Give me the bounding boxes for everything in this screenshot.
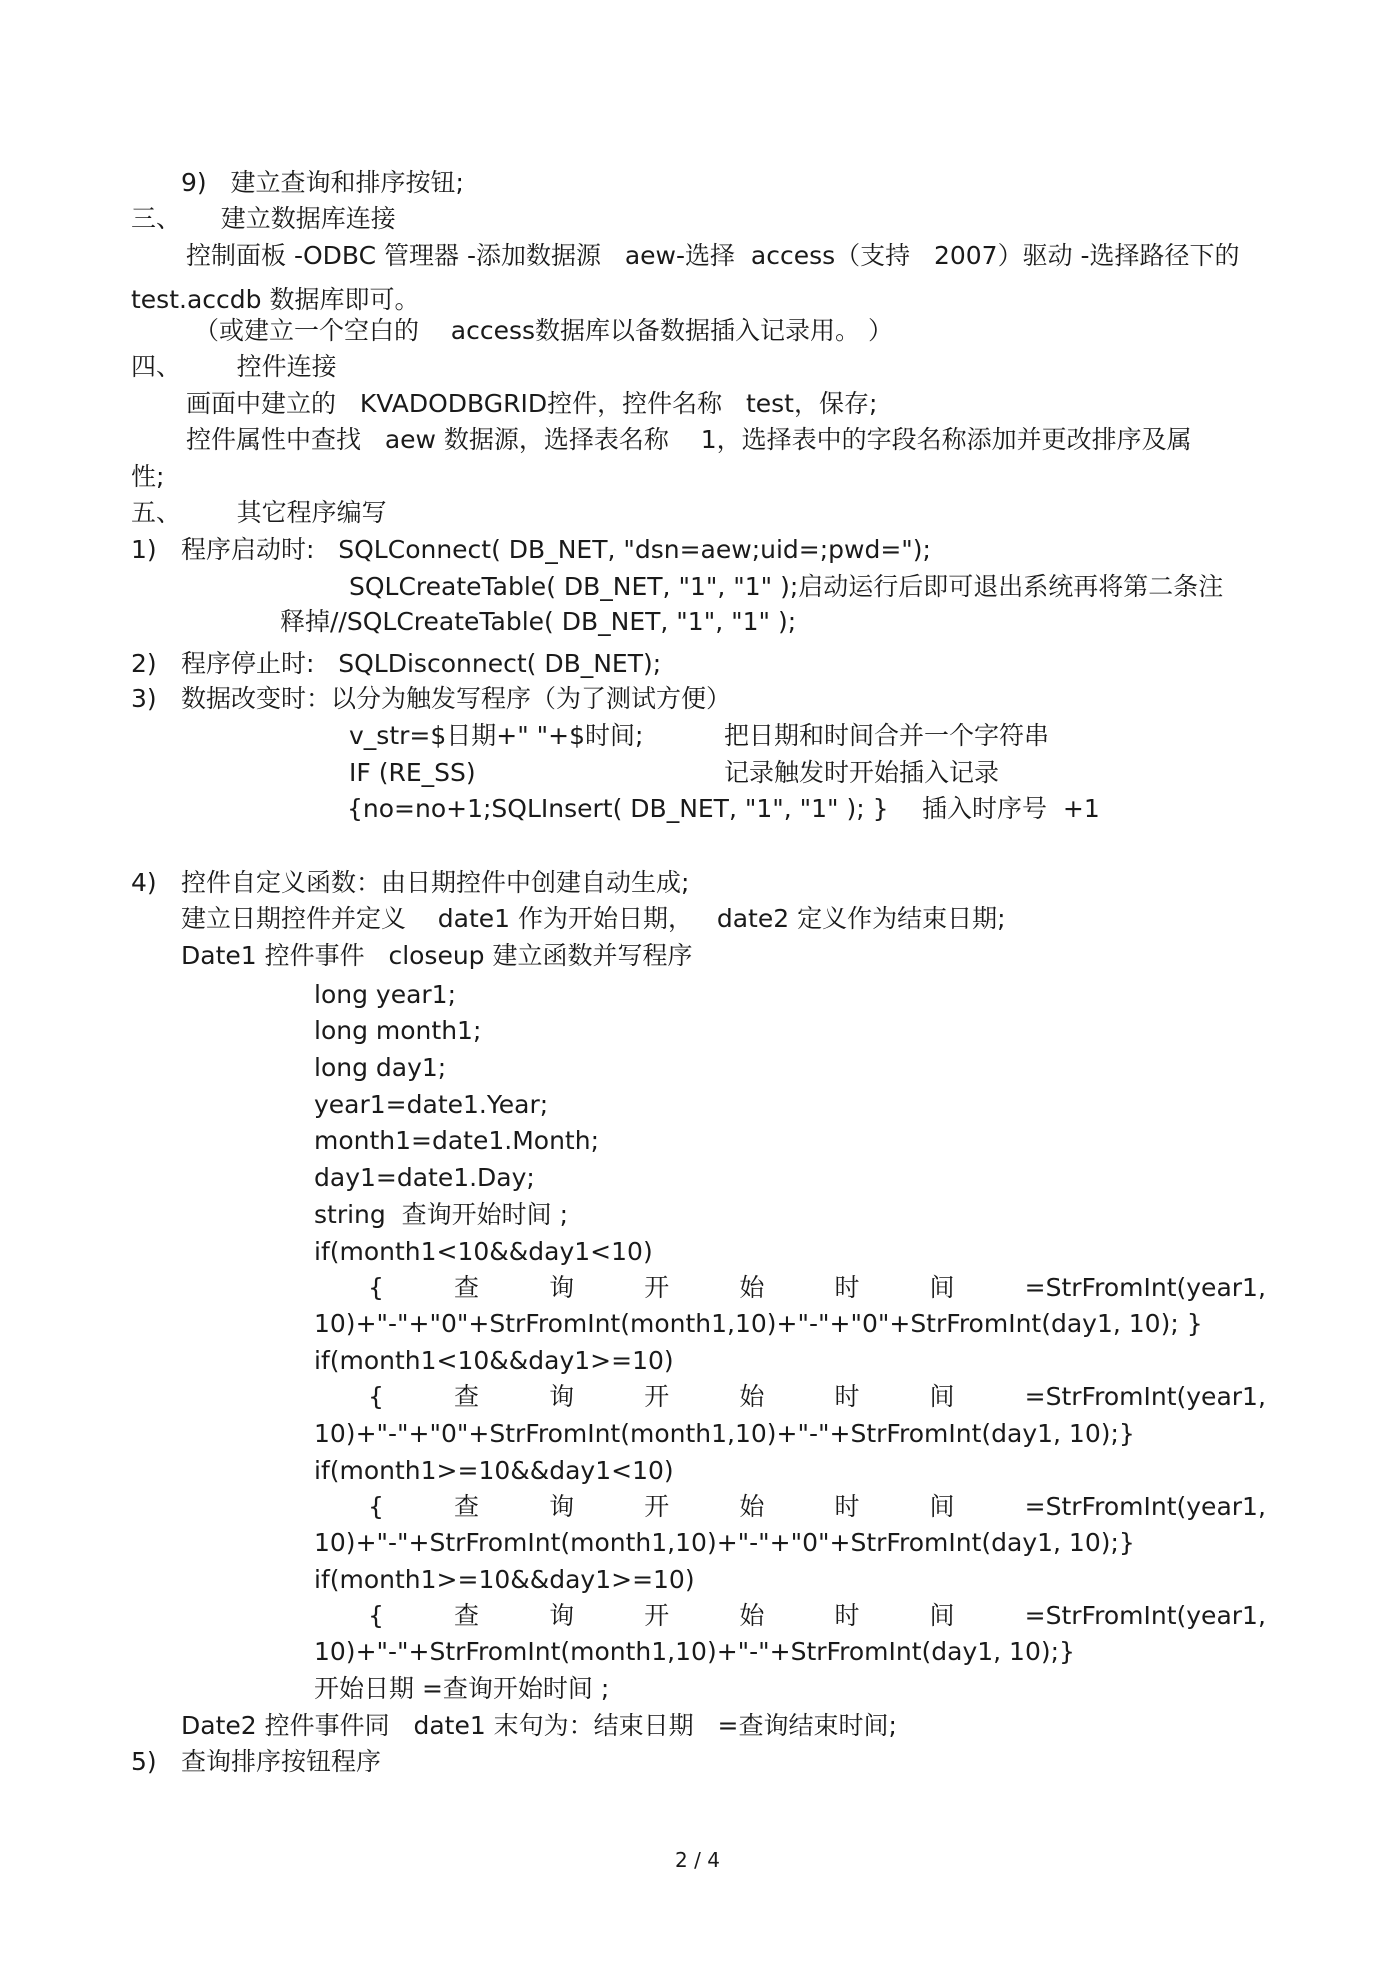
text-line: （或建立一个空白的 access数据库以备数据插入记录用。 ） [194,316,893,345]
code-line-justified [368,1382,1266,1412]
code-token: 询 [549,1273,575,1302]
code-comment: 插入时序号 +1 [922,794,1100,823]
code-token: 间 [929,1492,955,1521]
code-token: 时 [834,1492,860,1521]
section-heading: 四、 控件连接 [131,352,337,381]
code-line: 开始日期 =查询开始时间 ; [314,1674,610,1703]
code-token: { [368,1382,384,1411]
code-line: {no=no+1;SQLInsert( DB_NET, "1", "1" ); } [347,794,889,823]
text-line: Date2 控件事件同 date1 末句为：结束日期 =查询结束时间; [181,1711,897,1740]
code-comment: 记录触发时开始插入记录 [724,758,1000,787]
code-line-justified [368,1492,1266,1522]
code-token: 时 [834,1273,860,1302]
code-line: if(month1<10&&day1>=10) [314,1346,674,1375]
code-token: { [368,1492,384,1521]
code-line: if(month1>=10&&day1>=10) [314,1565,695,1594]
text-line: 性; [131,462,165,491]
code-line: SQLCreateTable( DB_NET, "1", "1" );启动运行后即可退出系统再将第二条注 [349,572,1224,601]
text-line: Date1 控件事件 closeup 建立函数并写程序 [181,941,693,970]
code-token: 查 [454,1601,480,1630]
code-token: 开 [644,1382,670,1411]
text-line: 9) 建立查询和排序按钮; [181,168,464,197]
code-line: 10)+"-"+"0"+StrFromInt(month1,10)+"-"+StrFromInt(day1, 10);} [314,1419,1135,1448]
code-line: 10)+"-"+StrFromInt(month1,10)+"-"+StrFromInt(day1, 10);} [314,1637,1075,1666]
code-token: 间 [929,1382,955,1411]
code-comment: 把日期和时间合并一个字符串 [724,721,1050,750]
code-token: 询 [549,1601,575,1630]
text-line: 查询排序按钮程序 [181,1747,382,1776]
code-token: 始 [739,1492,765,1521]
item-number: 3) [131,684,157,713]
code-token: 时 [834,1382,860,1411]
item-number: 1) [131,535,157,564]
code-token: 开 [644,1601,670,1630]
code-token: 始 [739,1273,765,1302]
code-token: =StrFromInt(year1, [1024,1601,1266,1630]
text-line: 程序停止时: SQLDisconnect( DB_NET); [181,649,662,678]
code-token: =StrFromInt(year1, [1024,1273,1266,1302]
item-number: 4) [131,868,157,897]
text-line: 程序启动时: SQLConnect( DB_NET, "dsn=aew;uid=;pwd="); [181,535,931,564]
text-line: 控件自定义函数：由日期控件中创建自动生成; [181,868,690,897]
code-token: 询 [549,1492,575,1521]
code-line-justified [368,1601,1266,1631]
code-line: day1=date1.Day; [314,1163,535,1192]
code-token: 询 [549,1382,575,1411]
code-line: month1=date1.Month; [314,1126,599,1155]
item-number: 2) [131,649,157,678]
text-line: 控制面板 -ODBC 管理器 -添加数据源 aew-选择 access（支持 2007）驱动 -选择路径下的 [186,241,1240,270]
code-line: long year1; [314,980,457,1009]
code-token: 查 [454,1273,480,1302]
code-token: 时 [834,1601,860,1630]
code-token: =StrFromInt(year1, [1024,1492,1266,1521]
code-line: long day1; [314,1053,447,1082]
text-line: 画面中建立的 KVADODBGRID控件，控件名称 test，保存; [186,389,878,418]
code-line: 释掉//SQLCreateTable( DB_NET, "1", "1" ); [280,607,797,636]
code-token: 开 [644,1273,670,1302]
text-line: test.accdb 数据库即可。 [131,285,420,314]
code-token: =StrFromInt(year1, [1024,1382,1266,1411]
code-line: if(month1>=10&&day1<10) [314,1456,674,1485]
page-number: 2 / 4 [675,1848,720,1872]
item-number: 5) [131,1747,157,1776]
code-line: string 查询开始时间 ; [314,1200,569,1229]
code-line: long month1; [314,1016,482,1045]
code-line-justified [368,1273,1266,1303]
code-token: 查 [454,1382,480,1411]
code-token: 间 [929,1601,955,1630]
text-line: 数据改变时：以分为触发写程序（为了测试方便） [181,684,732,713]
code-token: { [368,1273,384,1302]
section-heading: 三、 建立数据库连接 [131,204,396,233]
code-token: 始 [739,1382,765,1411]
code-token: 查 [454,1492,480,1521]
section-heading: 五、 其它程序编写 [131,498,387,527]
code-token: { [368,1601,384,1630]
code-token: 开 [644,1492,670,1521]
text-line: 建立日期控件并定义 date1 作为开始日期， date2 定义作为结束日期; [181,904,1006,933]
text-line: 控件属性中查找 aew 数据源，选择表名称 1，选择表中的字段名称添加并更改排序及属 [186,425,1192,454]
code-line: IF (RE_SS) [349,758,476,787]
code-line: year1=date1.Year; [314,1090,549,1119]
code-line: 10)+"-"+"0"+StrFromInt(month1,10)+"-"+"0"+StrFromInt(day1, 10); } [314,1309,1203,1338]
code-token: 始 [739,1601,765,1630]
code-token: 间 [929,1273,955,1302]
code-line: if(month1<10&&day1<10) [314,1237,653,1266]
code-line: 10)+"-"+StrFromInt(month1,10)+"-"+"0"+StrFromInt(day1, 10);} [314,1528,1135,1557]
code-line: v_str=$日期+" "+$时间; [349,721,644,750]
